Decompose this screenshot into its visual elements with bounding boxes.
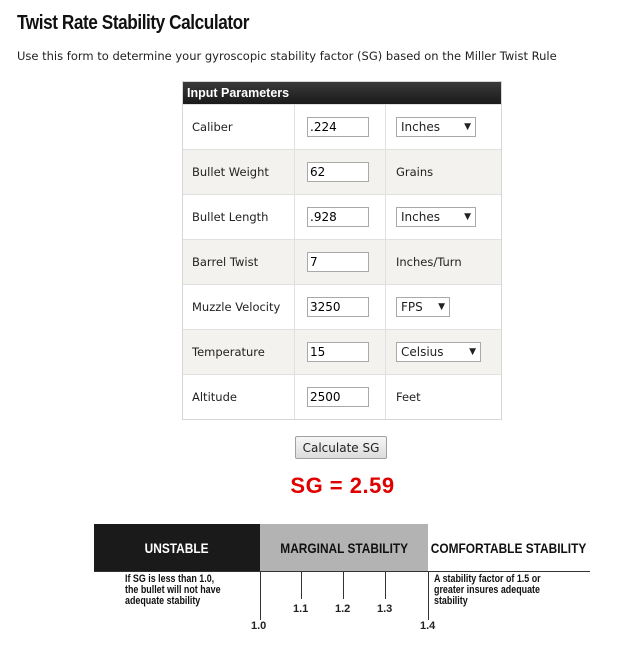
tick-label: 1.1	[293, 603, 309, 615]
page-title: Twist Rate Stability Calculator	[17, 12, 249, 34]
bound-line-upper	[428, 571, 429, 620]
bullet-weight-input[interactable]	[307, 162, 369, 182]
caliber-label: Caliber	[183, 105, 295, 149]
row-barrel-twist	[183, 239, 501, 284]
bullet-weight-unit: Grains	[396, 165, 434, 179]
row-altitude	[183, 374, 501, 419]
row-bullet-weight	[183, 149, 501, 194]
row-temperature	[183, 329, 501, 374]
altitude-input[interactable]	[307, 387, 369, 407]
comfortable-desc-line: stability	[434, 595, 468, 607]
muzzle-velocity-unit-select[interactable]	[396, 297, 450, 317]
tick-label: 1.2	[335, 603, 351, 615]
row-caliber	[183, 104, 501, 149]
comfortable-desc-line: A stability factor of 1.5 or	[434, 573, 541, 585]
chevron-down-icon: ▼	[464, 212, 471, 222]
caliber-unit-select[interactable]	[396, 117, 476, 137]
chevron-down-icon: ▼	[438, 302, 445, 312]
barrel-twist-input[interactable]	[307, 252, 369, 272]
unstable-desc-line: If SG is less than 1.0,	[125, 573, 215, 585]
altitude-label: Altitude	[183, 375, 295, 419]
sg-result: SG = 2.59	[290, 473, 395, 498]
barrel-twist-unit: Inches/Turn	[396, 255, 462, 269]
bullet-length-unit-value: Inches	[401, 210, 440, 224]
comfortable-description	[434, 574, 566, 607]
caliber-input[interactable]	[307, 117, 369, 137]
unstable-label: UNSTABLE	[145, 539, 209, 556]
muzzle-velocity-unit-value: FPS	[401, 300, 423, 314]
temperature-input[interactable]	[307, 342, 369, 362]
page-subtitle: Use this form to determine your gyroscopic stability factor (SG) based on the Miller Twist Rule	[17, 49, 557, 63]
tick-line-1-1	[301, 571, 302, 599]
bullet-length-input[interactable]	[307, 207, 369, 227]
calculate-sg-button[interactable]: Calculate SG	[295, 436, 387, 459]
temperature-unit-select[interactable]	[396, 342, 481, 362]
stability-scale	[94, 524, 590, 644]
unstable-description	[125, 574, 243, 607]
tick-line-1-2	[343, 571, 344, 599]
lower-bound-label: 1.0	[251, 620, 267, 632]
unstable-desc-line: the bullet will not have	[125, 584, 221, 596]
chevron-down-icon: ▼	[464, 122, 471, 132]
scale-baseline	[94, 571, 590, 572]
bullet-weight-label: Bullet Weight	[183, 150, 295, 194]
table-header: Input Parameters	[183, 82, 501, 104]
input-parameters-table	[182, 81, 502, 420]
row-muzzle-velocity	[183, 284, 501, 329]
bound-line-lower	[260, 571, 261, 620]
muzzle-velocity-input[interactable]	[307, 297, 369, 317]
marginal-label: MARGINAL STABILITY	[280, 539, 408, 556]
marginal-band	[260, 524, 428, 571]
temperature-label: Temperature	[183, 330, 295, 374]
altitude-unit: Feet	[396, 390, 421, 404]
row-bullet-length	[183, 194, 501, 239]
upper-bound-label: 1.4	[420, 620, 436, 632]
tick-label: 1.3	[377, 603, 393, 615]
caliber-unit-value: Inches	[401, 120, 440, 134]
comfortable-band	[428, 524, 590, 571]
muzzle-velocity-label: Muzzle Velocity	[183, 285, 295, 329]
bullet-length-label: Bullet Length	[183, 195, 295, 239]
chevron-down-icon: ▼	[469, 347, 476, 357]
unstable-band	[94, 524, 260, 571]
barrel-twist-label: Barrel Twist	[183, 240, 295, 284]
comfortable-label: COMFORTABLE STABILITY	[431, 539, 587, 556]
comfortable-desc-line: greater insures adequate	[434, 584, 540, 596]
tick-line-1-3	[385, 571, 386, 599]
bullet-length-unit-select[interactable]	[396, 207, 476, 227]
temperature-unit-value: Celsius	[401, 345, 444, 359]
unstable-desc-line: adequate stability	[125, 595, 201, 607]
